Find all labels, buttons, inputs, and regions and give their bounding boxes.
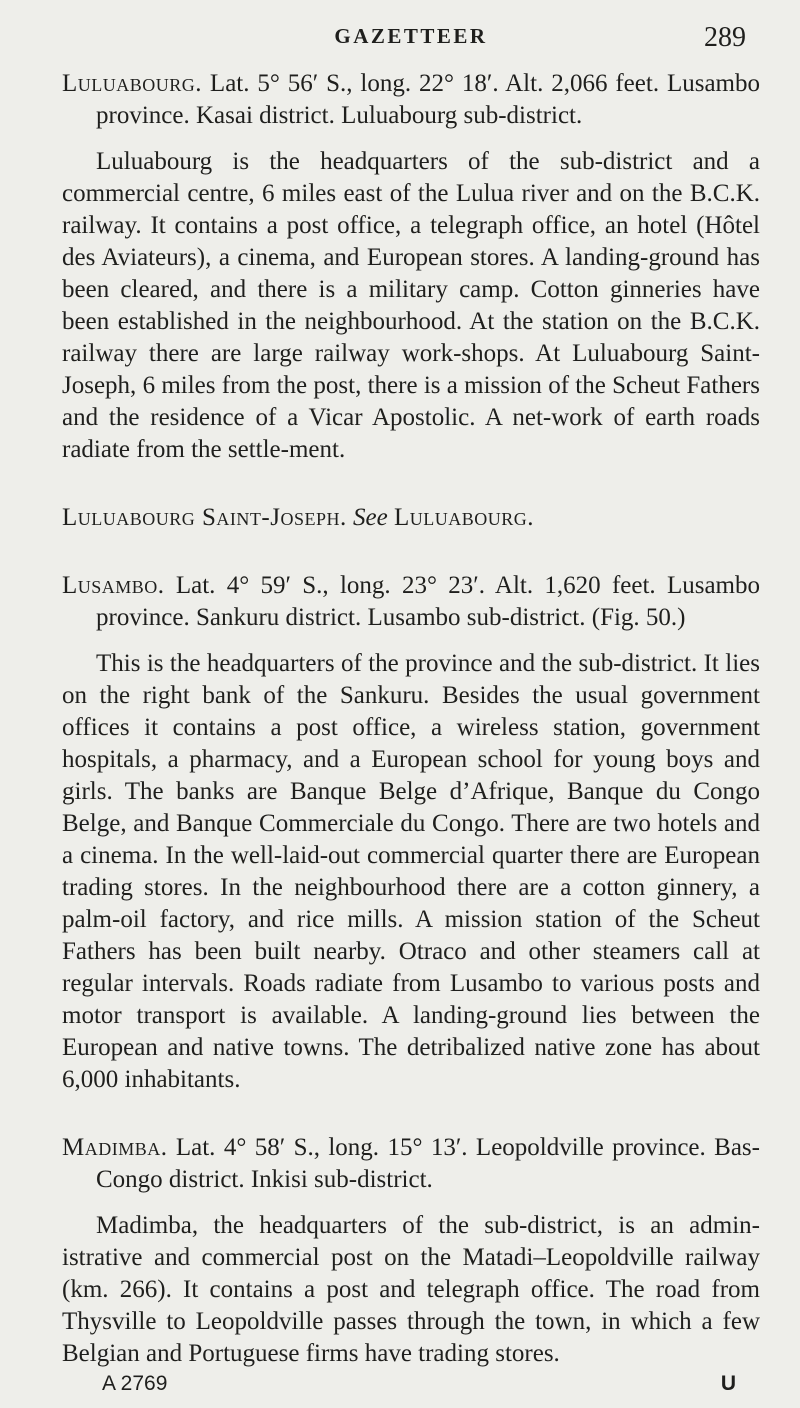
entry-name: Lusambo. [62, 572, 165, 599]
entry-name: Luluabourg. [62, 70, 203, 97]
entry-heading [62, 1132, 760, 1196]
page-header [62, 22, 760, 68]
entry-location: Lat. 4° 59′ S., long. 23° 23′. Alt. 1,620 feet. Lusambo province. Sankuru district. Lusambo sub-district. (Fig. 50.) [96, 572, 760, 631]
cross-reference-label: See [352, 504, 388, 531]
entry-heading [62, 68, 760, 132]
cross-reference-target: Luluabourg. [393, 504, 534, 531]
entry-description: This is the headquarters of the province and the sub-district. It lies on the right bank of the Sankuru. Besides the usual government offices it contains a post office, a wireless station, government hospitals, a pharmacy, and a European school for young boys and girls. The banks are Banque Belge d’Afrique, Banque du Congo Belge, and Banque Commerciale du Congo. There are two hotels and a cinema. In the well-laid-out commercial quarter there are European trading stores. In the neighbourhood there are a cotton ginnery, a palm-oil factory, and rice mills. A mission station of the Scheut Fathers has been built nearby. Otraco and other steamers call at regular intervals. Roads radiate from Lusambo to various posts and motor transport is available. A landing-ground lies between the European and native towns. The detribalized native zone has about 6,000 inhabitants. [62, 650, 760, 1093]
entry-luluabourg [62, 68, 760, 466]
entry-heading [62, 502, 760, 534]
entry-location: Lat. 5° 56′ S., long. 22° 18′. Alt. 2,066 feet. Lusambo province. Kasai district. Luluabourg sub-district. [96, 70, 760, 129]
entry-madimba [62, 1132, 760, 1370]
entry-lusambo [62, 570, 760, 1096]
entry-location: Lat. 4° 58′ S., long. 15° 13′. Leopoldville province. Bas-Congo district. Inkisi sub-district. [96, 1134, 760, 1193]
page-number: 289 [704, 22, 746, 53]
entry-luluabourg-saint-joseph [62, 502, 760, 534]
entry-heading [62, 570, 760, 634]
entry-name: Madimba. [62, 1134, 168, 1161]
entry-name: Luluabourg Saint-Joseph. [62, 504, 347, 531]
page-footer [62, 1372, 760, 1408]
entry-description: Madimba, the headquarters of the sub-district, is an admin-istrative and commercial post on the Matadi–Leopoldville railway (km. 266). It contains a post and telegraph office. The road from Thysville to Leopoldville passes through the town, in which a few Belgian and Portuguese firms have trading stores. [62, 1212, 760, 1367]
running-title: GAZETTEER [334, 24, 488, 48]
printer-signature: A 2769 [102, 1372, 168, 1395]
gathering-mark: U [720, 1372, 736, 1395]
entry-description: Luluabourg is the headquarters of the sub-district and a commercial centre, 6 miles east of the Lulua river and on the B.C.K. railway. It contains a post office, a telegraph office, an hotel (Hôtel des Aviateurs), a cinema, and European stores. A landing-ground has been cleared, and there is a military camp. Cotton ginneries have been established in the neighbourhood. At the station on the B.C.K. railway there are large railway work-shops. At Luluabourg Saint-Joseph, 6 miles from the post, there is a mission of the Scheut Fathers and the residence of a Vicar Apostolic. A net-work of earth roads radiate from the settle-ment. [62, 148, 760, 463]
